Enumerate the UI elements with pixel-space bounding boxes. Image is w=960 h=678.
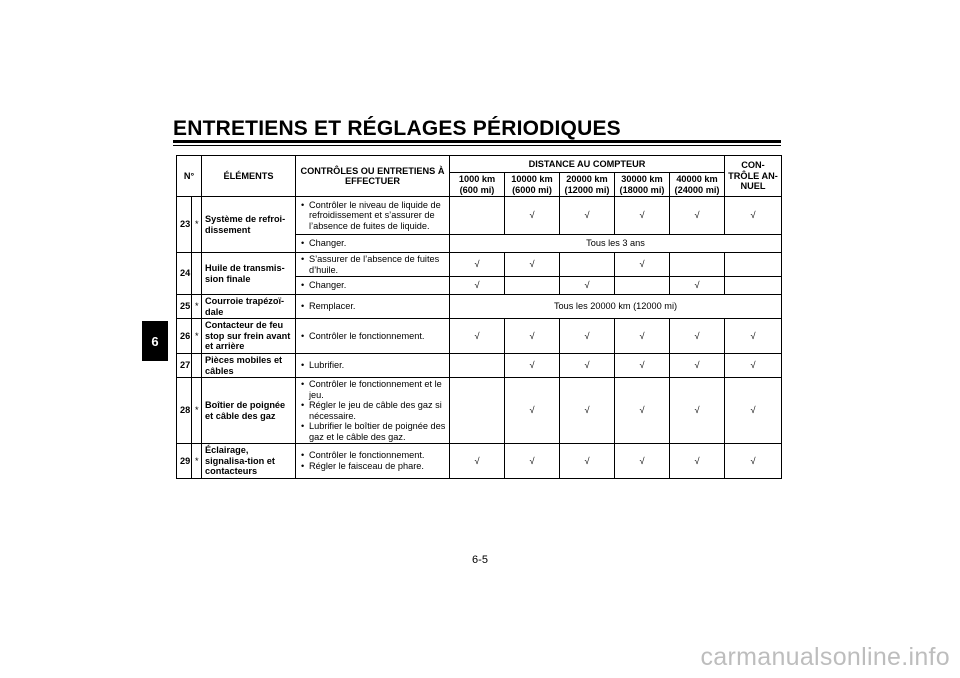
table-body [177,197,782,479]
header-d5: 40000 km (24000 mi) [670,173,725,197]
task-item: • Contrôler le fonctionnement. [309,450,446,461]
task-item: • Lubrifier. [309,360,446,371]
task-cell [296,235,450,253]
check-mark: √ [615,444,670,479]
task-item: • Remplacer. [309,301,446,312]
empty-cell [450,378,505,444]
row-number: 25 [177,295,192,319]
check-mark: √ [725,444,782,479]
dealer-mark: * [192,197,202,253]
check-mark: √ [505,197,560,235]
task-cell [296,197,450,235]
header-controls: CONTRÔLES OU ENTRETIENS À EFFECTUER [296,156,450,197]
task-list [299,200,446,232]
check-mark: √ [560,277,615,295]
task-cell [296,444,450,479]
task-item: • Lubrifier le boîtier de poignée des gaz et le câble des gaz. [309,421,446,442]
empty-cell [725,253,782,277]
check-mark: √ [725,197,782,235]
element-name: Huile de transmis-sion finale [202,253,296,295]
check-mark: √ [615,319,670,354]
element-name: Pièces mobiles et câbles [202,354,296,378]
task-cell [296,253,450,277]
check-mark: √ [560,197,615,235]
dealer-mark: * [192,319,202,354]
title-rule-thick [173,140,781,143]
task-item: • Régler le jeu de câble des gaz si nécessaire. [309,400,446,421]
task-item: • Contrôler le fonctionnement et le jeu. [309,379,446,400]
check-mark: √ [725,354,782,378]
empty-cell [670,253,725,277]
page-number: 6-5 [472,554,488,566]
check-mark: √ [450,253,505,277]
header-elements: ÉLÉMENTS [202,156,296,197]
chapter-tab: 6 [142,321,168,361]
element-name: Contacteur de feu stop sur frein avant et arrière [202,319,296,354]
empty-cell [560,253,615,277]
check-mark: √ [670,444,725,479]
check-mark: √ [560,444,615,479]
title-rule-thin [173,145,781,146]
row-number: 27 [177,354,192,378]
row-number: 26 [177,319,192,354]
header-d2: 10000 km (6000 mi) [505,173,560,197]
table-row [177,444,782,479]
row-number: 23 [177,197,192,253]
dealer-mark [192,354,202,378]
task-list [299,254,446,275]
header-distance: DISTANCE AU COMPTEUR [450,156,725,173]
check-mark: √ [450,277,505,295]
check-mark: √ [505,319,560,354]
check-mark: √ [615,378,670,444]
check-mark: √ [560,319,615,354]
empty-cell [450,197,505,235]
task-list [299,450,446,471]
check-mark: √ [670,197,725,235]
task-cell [296,319,450,354]
element-name: Courroie trapézoï-dale [202,295,296,319]
table-header [177,156,782,197]
dealer-mark: * [192,378,202,444]
empty-cell [450,354,505,378]
interval-note: Tous les 20000 km (12000 mi) [450,295,782,319]
element-name: Système de refroi-dissement [202,197,296,253]
task-list [299,360,446,371]
dealer-mark [192,253,202,295]
check-mark: √ [505,253,560,277]
task-item: • Régler le faisceau de phare. [309,461,446,472]
check-mark: √ [615,354,670,378]
table-row [177,354,782,378]
check-mark: √ [670,277,725,295]
dealer-mark: * [192,295,202,319]
task-list [299,301,446,312]
task-cell [296,295,450,319]
check-mark: √ [670,354,725,378]
element-name: Éclairage, signalisa-tion et contacteurs [202,444,296,479]
task-list [299,238,446,249]
table-row [177,253,782,277]
check-mark: √ [725,378,782,444]
page-title: ENTRETIENS ET RÉGLAGES PÉRIODIQUES [173,117,621,140]
table-row [177,295,782,319]
empty-cell [615,277,670,295]
task-cell [296,378,450,444]
check-mark: √ [505,354,560,378]
row-number: 29 [177,444,192,479]
task-list [299,331,446,342]
header-d4: 30000 km (18000 mi) [615,173,670,197]
check-mark: √ [450,319,505,354]
task-item: • Contrôler le fonctionnement. [309,331,446,342]
header-d3: 20000 km (12000 mi) [560,173,615,197]
task-item: • Changer. [309,280,446,291]
task-item: • S’assurer de l’absence de fuites d’huile. [309,254,446,275]
check-mark: √ [560,378,615,444]
empty-cell [505,277,560,295]
dealer-mark: * [192,444,202,479]
check-mark: √ [505,444,560,479]
row-number: 24 [177,253,192,295]
check-mark: √ [615,197,670,235]
watermark: carmanualsonline.info [700,643,950,671]
task-cell [296,277,450,295]
check-mark: √ [560,354,615,378]
table-row [177,197,782,235]
header-num: N° [177,156,202,197]
header-d1: 1000 km (600 mi) [450,173,505,197]
check-mark: √ [725,319,782,354]
row-number: 28 [177,378,192,444]
task-item: • Contrôler le niveau de liquide de refroidissement et s’assurer de l’absence de fuites de liquide. [309,200,446,232]
task-list [299,280,446,291]
maintenance-table [176,155,782,479]
check-mark: √ [450,444,505,479]
table-row [177,378,782,444]
task-list [299,379,446,442]
table-row [177,319,782,354]
check-mark: √ [505,378,560,444]
interval-note: Tous les 3 ans [450,235,782,253]
task-item: • Changer. [309,238,446,249]
element-name: Boîtier de poignée et câble des gaz [202,378,296,444]
check-mark: √ [670,319,725,354]
header-annual: CON-TRÔLE AN-NUEL [725,156,782,197]
task-cell [296,354,450,378]
check-mark: √ [670,378,725,444]
check-mark: √ [615,253,670,277]
empty-cell [725,277,782,295]
